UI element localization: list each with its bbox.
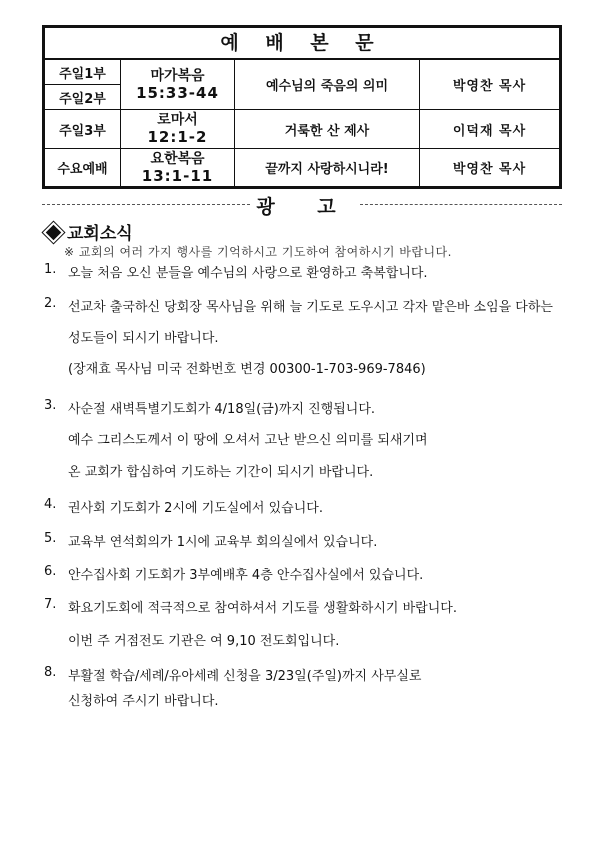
section-heading: [48, 219, 133, 244]
item-line: 이번 주 거점전도 기관은 여 9,10 전도회입니다.: [68, 634, 340, 649]
schedule-row: [45, 110, 559, 149]
scripture-book: 로마서: [157, 112, 198, 128]
section-note: ※ 교회의 여러 가지 행사를 기억하시고 기도하여 참여하시기 바랍니다.: [64, 245, 452, 259]
scripture-verse: 13:1-11: [141, 166, 214, 185]
scripture-book: 마가복음: [150, 67, 205, 84]
scripture-verse: 15:33-44: [136, 83, 219, 102]
scripture-cell: [121, 60, 235, 109]
item-line: 부활절 학습/세례/유아세례 신청을 3/23일(주일)까지 사무실로: [68, 669, 422, 684]
schedule-row: [45, 60, 559, 110]
schedule-title: 예 배 본 문: [45, 28, 559, 60]
service-name: 수요예배: [57, 162, 108, 177]
item-number: 2.: [44, 296, 57, 311]
speaker: 이덕재 목사: [452, 123, 527, 139]
service-cell: [45, 60, 121, 109]
item-line: 오늘 처음 오신 분들을 예수님의 사랑으로 환영하고 축복합니다.: [68, 266, 428, 281]
item-line: 성도들이 되시기 바랍니다.: [68, 331, 219, 346]
announcements-header: [42, 192, 562, 218]
item-line: (장재효 목사님 미국 전화번호 변경 00300-1-703-969-7846): [68, 362, 426, 377]
diamond-bullet-icon: [46, 225, 62, 241]
item-number: 5.: [44, 531, 57, 546]
announcements-title: 광 고: [256, 196, 354, 218]
service-name: 주일2부: [45, 84, 120, 109]
item-line: 권사회 기도회가 2시에 기도실에서 있습니다.: [68, 501, 323, 516]
worship-schedule-table: [42, 25, 562, 189]
item-line: 선교차 출국하신 당회장 목사님을 위해 늘 기도로 도우시고 각자 맡은바 소임을 다하는: [68, 300, 553, 315]
item-line: 화요기도회에 적극적으로 참여하셔서 기도를 생활화하시기 바랍니다.: [68, 601, 457, 616]
sermon-title: 거룩한 산 제사: [235, 110, 420, 148]
sermon-title: 예수님의 죽음의 의미: [235, 60, 420, 109]
service-name: 주일3부: [59, 123, 106, 139]
item-number: 1.: [44, 262, 57, 277]
item-number: 6.: [44, 564, 57, 579]
speaker: 박영찬 목사: [452, 162, 527, 177]
schedule-row: [45, 149, 559, 186]
item-line: 안수집사회 기도회가 3부예배후 4층 안수집사실에서 있습니다.: [68, 568, 424, 583]
item-number: 8.: [44, 665, 57, 680]
divider: [42, 204, 250, 205]
scripture-book: 요한복음: [150, 150, 205, 167]
item-line: 신청하여 주시기 바랍니다.: [68, 694, 219, 709]
divider: [360, 204, 562, 205]
speaker: 박영찬 목사: [452, 79, 527, 94]
item-number: 7.: [44, 597, 57, 612]
service-cell: [45, 149, 121, 186]
section-title: 교회소식: [67, 224, 133, 244]
service-cell: [45, 110, 121, 148]
item-number: 4.: [44, 497, 57, 512]
scripture-verse: 12:1-2: [147, 128, 208, 146]
item-line: 예수 그리스도께서 이 땅에 오셔서 고난 받으신 의미를 되새기며: [68, 433, 428, 448]
scripture-cell: [121, 149, 235, 186]
item-line: 사순절 새벽특별기도회가 4/18일(금)까지 진행됩니다.: [68, 402, 376, 417]
item-number: 3.: [44, 398, 57, 413]
item-line: 교육부 연석회의가 1시에 교육부 회의실에서 있습니다.: [68, 535, 378, 550]
scripture-cell: [121, 110, 235, 148]
service-name: 주일1부: [59, 66, 106, 82]
sermon-title: 끝까지 사랑하시니라!: [235, 149, 420, 186]
item-line: 온 교회가 합심하여 기도하는 기간이 되시기 바랍니다.: [68, 465, 374, 480]
